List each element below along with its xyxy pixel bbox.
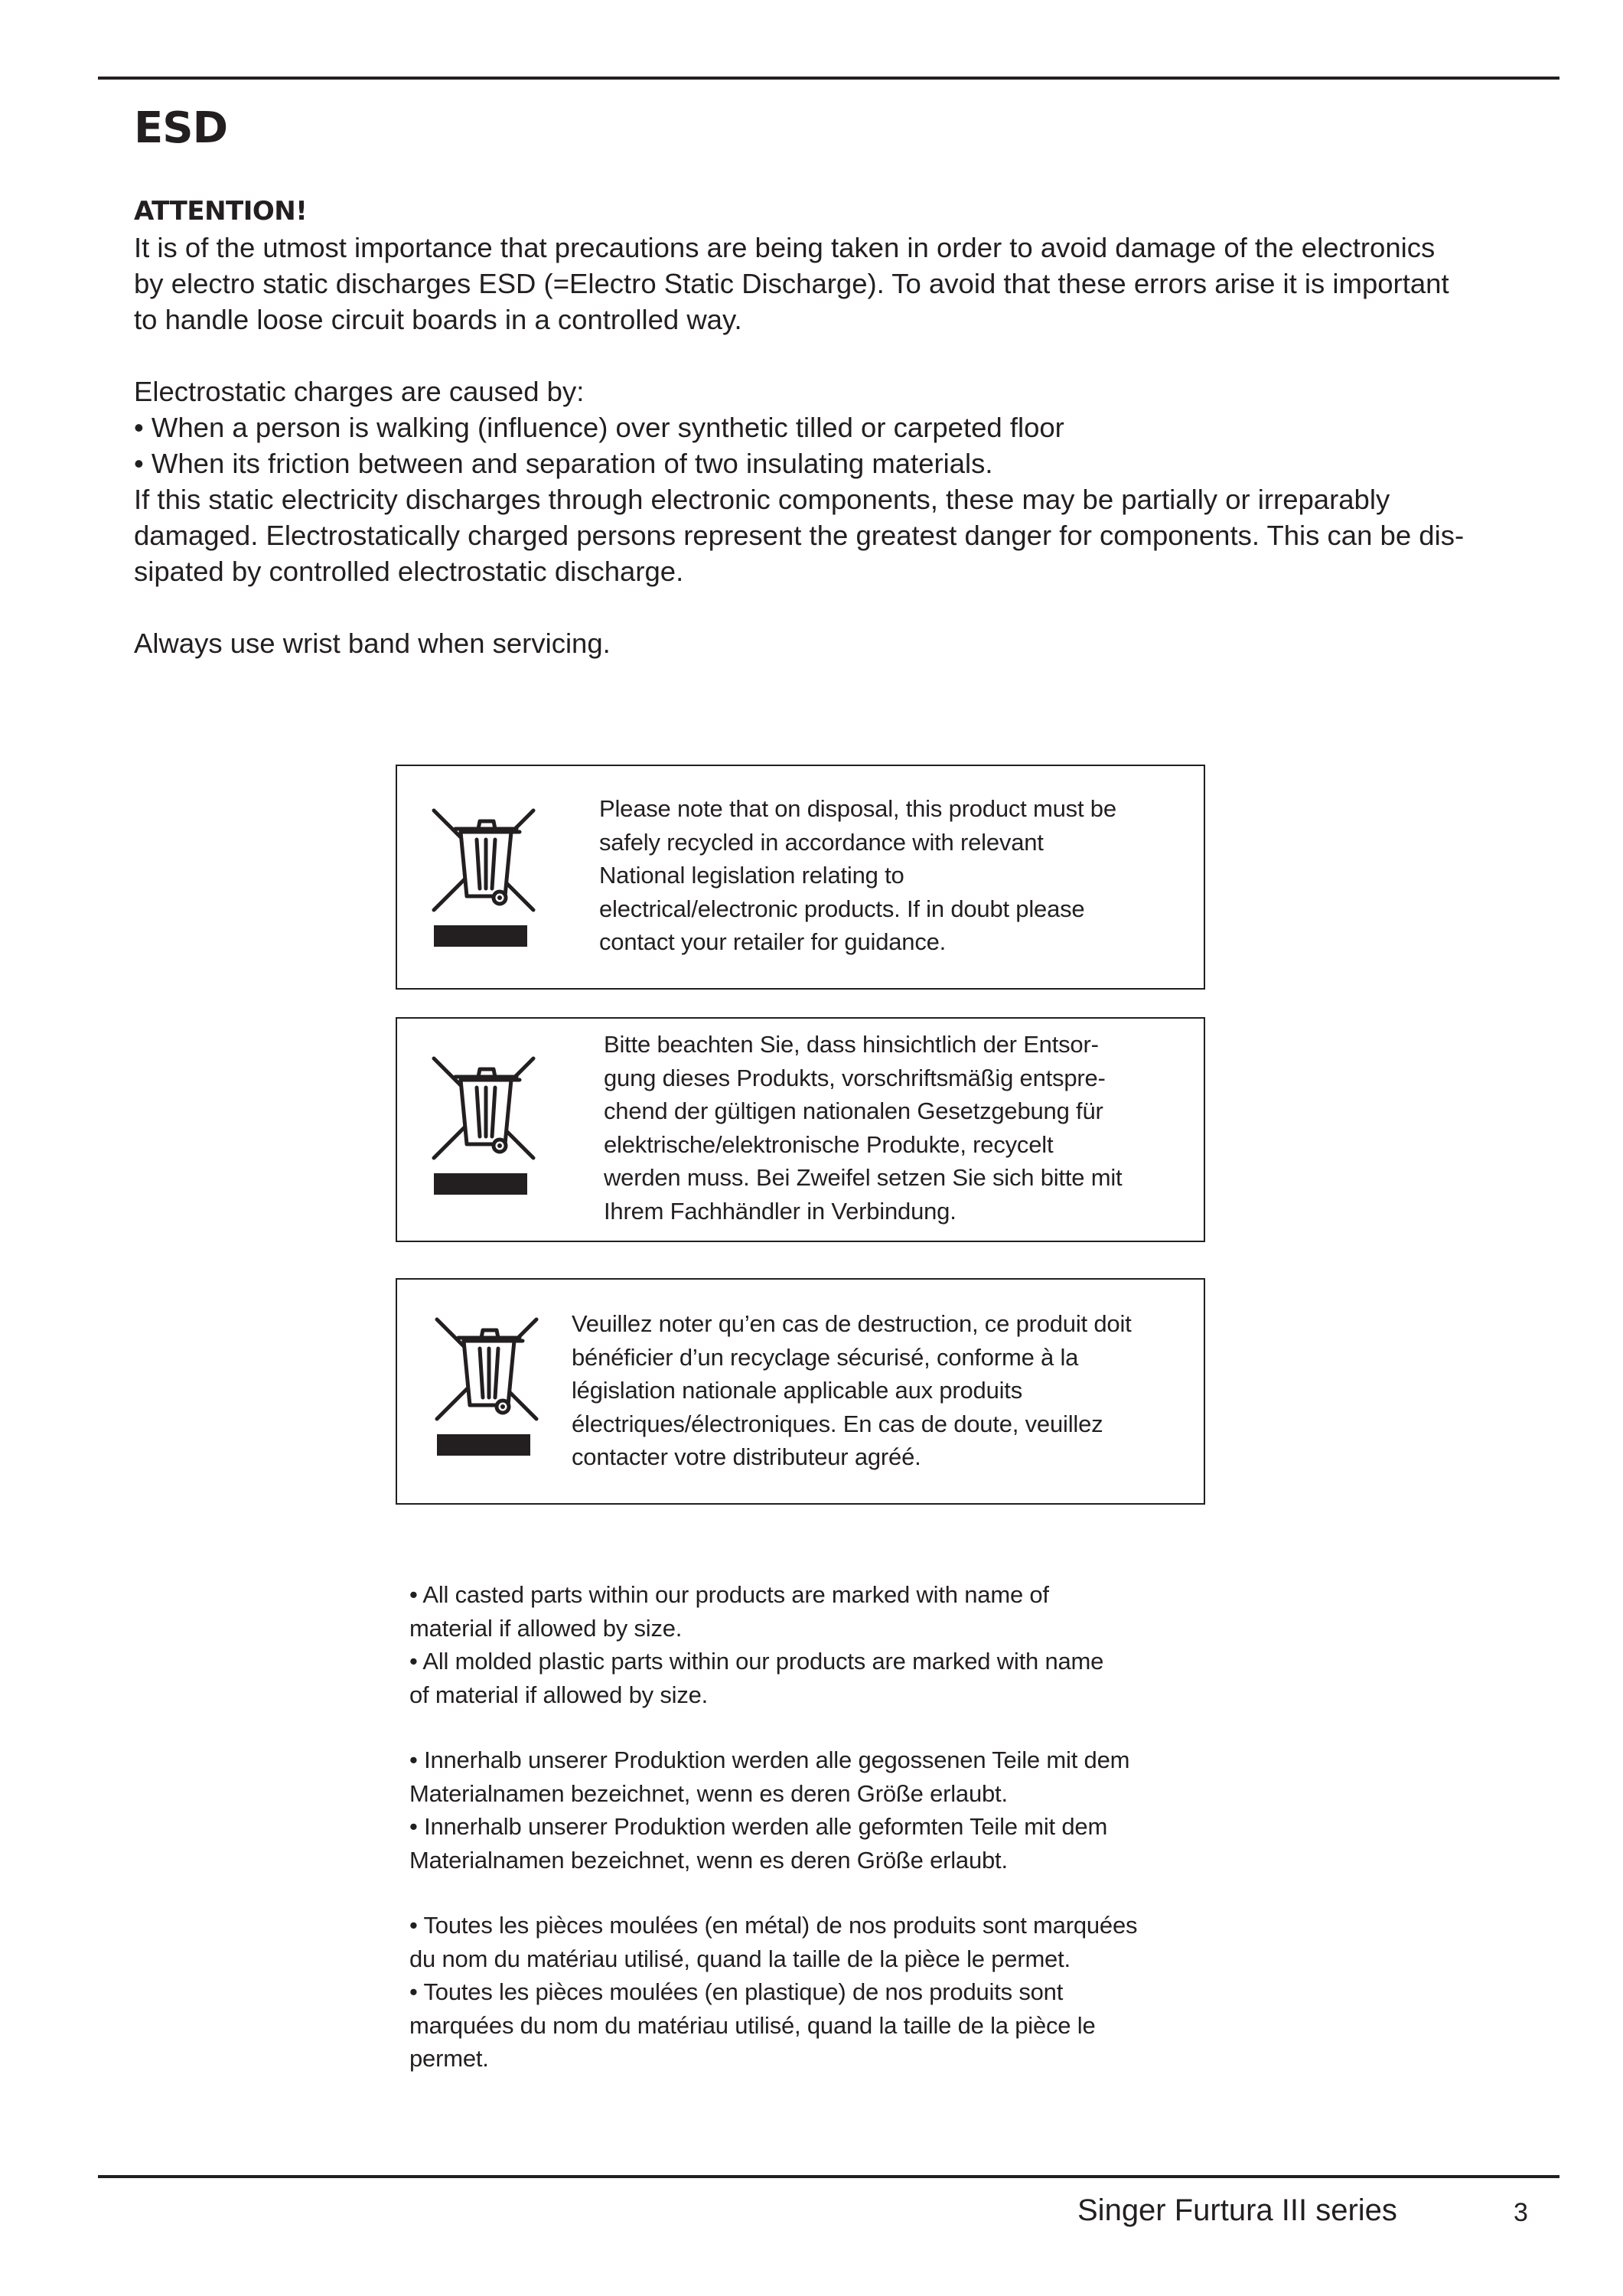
material-note-line: du nom du matériau utilisé, quand la taille de la pièce le permet. xyxy=(409,1945,1071,1972)
notice-line: Veuillez noter qu’en cas de destruction, ce produit doit xyxy=(572,1310,1132,1337)
footer-title: Singer Furtura III series xyxy=(1077,2193,1397,2227)
disposal-notice-fr xyxy=(396,1278,1205,1505)
notice-line: werden muss. Bei Zweifel setzen Sie sich bitte mit xyxy=(604,1164,1123,1191)
notice-line: contacter votre distributeur agréé. xyxy=(572,1443,921,1470)
material-note-line: • All casted parts within our products are marked with name of xyxy=(409,1581,1049,1608)
disposal-notice-de xyxy=(396,1017,1205,1242)
footer-rule xyxy=(98,2175,1559,2178)
material-note-line: • Innerhalb unserer Produktion werden alle geformten Teile mit dem xyxy=(409,1813,1108,1840)
notice-line: Ihrem Fachhändler in Verbindung. xyxy=(604,1197,957,1225)
disposal-notice-en xyxy=(396,765,1205,990)
crossed-out-wheelie-bin-icon xyxy=(426,803,541,948)
causes-line: • When its friction between and separation of two insulating materials. xyxy=(134,448,993,479)
notice-line: gung dieses Produkts, vorschriftsmäßig entspre- xyxy=(604,1064,1106,1091)
page-number: 3 xyxy=(1514,2198,1528,2227)
notice-line: Please note that on disposal, this product must be xyxy=(599,795,1116,822)
intro-line: by electro static discharges ESD (=Electro Static Discharge). To avoid that these errors arise it is important xyxy=(134,268,1449,299)
material-note-line: of material if allowed by size. xyxy=(409,1681,709,1708)
notice-line: safely recycled in accordance with relevant xyxy=(599,828,1044,856)
causes-line: damaged. Electrostatically charged persons represent the greatest danger for components. This can be dis- xyxy=(134,520,1465,551)
page-title: ESD xyxy=(134,103,228,153)
wrist-band-note: Always use wrist band when servicing. xyxy=(134,628,611,659)
material-note-line: permet. xyxy=(409,2045,489,2072)
material-note-line: • Innerhalb unserer Produktion werden alle gegossenen Teile mit dem xyxy=(409,1746,1130,1773)
disposal-notice-text xyxy=(599,792,1116,959)
causes-line: Electrostatic charges are caused by: xyxy=(134,376,585,407)
notice-line: National legislation relating to xyxy=(599,862,904,889)
notice-line: elektrische/elektronische Produkte, recycelt xyxy=(604,1130,1054,1158)
material-note-line: • Toutes les pièces moulées (en plastique) de nos produits sont xyxy=(409,1978,1064,2005)
material-note-line: Materialnamen bezeichnet, wenn es deren Größe erlaubt. xyxy=(409,1779,1008,1807)
material-note-line: marquées du nom du matériau utilisé, quand la taille de la pièce le xyxy=(409,2011,1096,2039)
causes-line: If this static electricity discharges through electronic components, these may be partially or irreparably xyxy=(134,484,1390,515)
material-note-line: • Toutes les pièces moulées (en métal) de nos produits sont marquées xyxy=(409,1912,1138,1939)
notice-line: contact your retailer for guidance. xyxy=(599,928,947,955)
notice-line: législation nationale applicable aux produits xyxy=(572,1377,1023,1404)
notice-line: électriques/électroniques. En cas de doute, veuillez xyxy=(572,1410,1103,1437)
crossed-out-wheelie-bin-icon xyxy=(429,1312,544,1457)
material-note-line: • All molded plastic parts within our products are marked with name xyxy=(409,1648,1104,1675)
intro-line: It is of the utmost importance that precautions are being taken in order to avoid damage of the electronics xyxy=(134,232,1436,263)
crossed-out-wheelie-bin-icon xyxy=(426,1051,541,1196)
attention-label: ATTENTION! xyxy=(134,196,308,227)
disposal-notice-text xyxy=(572,1307,1132,1474)
material-note-line: Materialnamen bezeichnet, wenn es deren Größe erlaubt. xyxy=(409,1846,1008,1874)
material-note-line: material if allowed by size. xyxy=(409,1614,683,1642)
intro-line: to handle loose circuit boards in a controlled way. xyxy=(134,304,742,335)
causes-line: sipated by controlled electrostatic discharge. xyxy=(134,556,684,587)
notice-line: bénéficier d’un recyclage sécurisé, conforme à la xyxy=(572,1343,1079,1371)
material-notes xyxy=(409,1578,1236,2076)
notice-line: chend der gültigen nationalen Gesetzgebung für xyxy=(604,1097,1103,1124)
notice-line: electrical/electronic products. If in doubt please xyxy=(599,895,1085,922)
esd-section xyxy=(134,193,1542,661)
header-rule xyxy=(98,77,1559,80)
causes-line: • When a person is walking (influence) over synthetic tilled or carpeted floor xyxy=(134,412,1064,443)
notice-line: Bitte beachten Sie, dass hinsichtlich der Entsor- xyxy=(604,1031,1099,1058)
disposal-notice-text xyxy=(604,1028,1122,1228)
